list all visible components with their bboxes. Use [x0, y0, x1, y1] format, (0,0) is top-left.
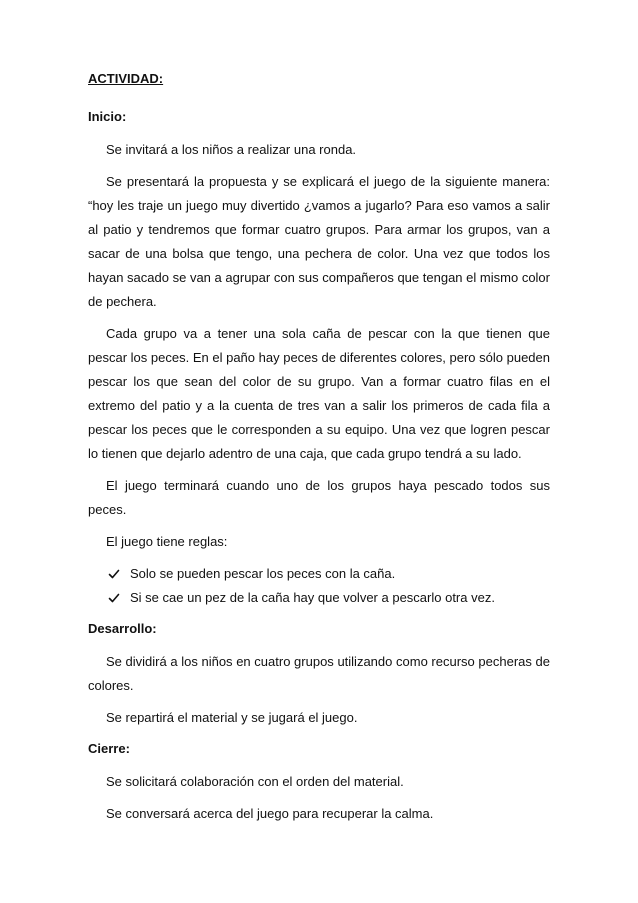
document-page [88, 70, 550, 826]
inicio-paragraph-2: Se presentará la propuesta y se explicará el juego de la siguiente manera: “hoy les traje un juego muy divertido ¿vamos a jugarlo? Para eso vamos a salir al patio y tendremos que formar cuatro grupos. Para armar los grupos, van a sacar de una bolsa que tengo, una pechera de color. Una vez que todos los hayan sacado se van a agrupar con sus compañeros que tengan el mismo color de pechera. [88, 174, 550, 309]
inicio-paragraph-5: El juego tiene reglas: [106, 534, 228, 549]
inicio-heading: Inicio: [88, 109, 127, 124]
cierre-paragraph-2: Se conversará acerca del juego para recuperar la calma. [106, 806, 434, 821]
list-item [108, 586, 550, 610]
inicio-paragraph-3: Cada grupo va a tener una sola caña de pescar con la que tienen que pescar los peces. En el paño hay peces de diferentes colores, pero sólo pueden pescar los que sean del color de su grupo. Van a formar cuatro filas en el extremo del patio y a la cuenta de tres van a salir los primeros de cada fila a pescar los peces que le corresponden a su equipo. Una vez que logren pescar lo tienen que dejarlo adentro de una caja, que cada grupo tendrá a su lado. [88, 326, 550, 461]
desarrollo-paragraph-1: Se dividirá a los niños en cuatro grupos utilizando como recurso pecheras de colores. [88, 654, 550, 693]
check-icon [108, 568, 120, 580]
desarrollo-paragraph-2: Se repartirá el material y se jugará el juego. [106, 710, 358, 725]
list-item [108, 562, 550, 586]
rule-text: Si se cae un pez de la caña hay que volver a pescarlo otra vez. [130, 590, 495, 605]
rules-list [88, 562, 550, 610]
inicio-paragraph-1: Se invitará a los niños a realizar una ronda. [106, 142, 357, 157]
check-icon [108, 592, 120, 604]
inicio-paragraph-4: El juego terminará cuando uno de los grupos haya pescado todos sus peces. [88, 478, 550, 517]
rule-text: Solo se pueden pescar los peces con la caña. [130, 566, 396, 581]
cierre-heading: Cierre: [88, 741, 130, 756]
activity-heading: ACTIVIDAD: [88, 71, 164, 86]
desarrollo-heading: Desarrollo: [88, 621, 157, 636]
cierre-paragraph-1: Se solicitará colaboración con el orden del material. [106, 774, 404, 789]
